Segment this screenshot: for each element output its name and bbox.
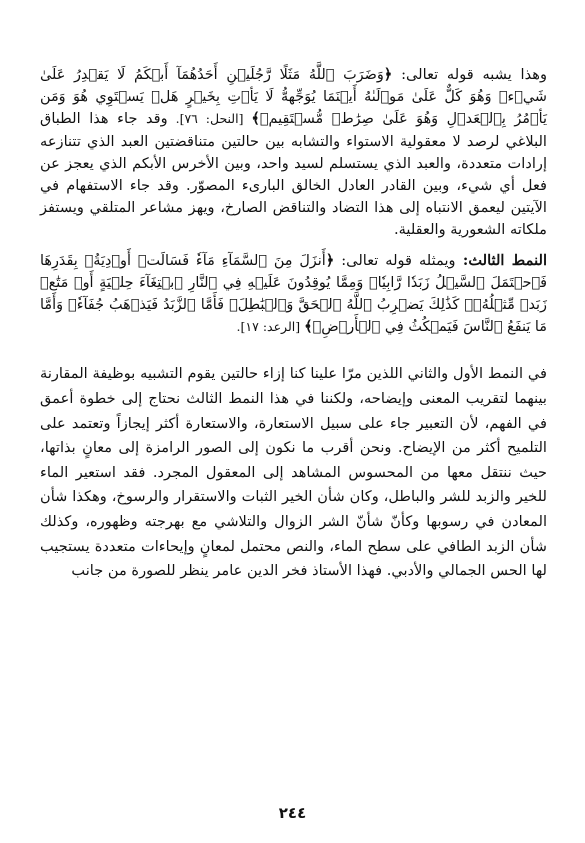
paragraph-1-text: وقد جاء هذا الطباق البلاغي لرصد لا معقولية الاستواء والتشابه بين حالتين متناقضتين العبد الذي تتنازعه إرادات متعددة، والعبد الذي يستسلم لسيد واحد، وبين الأخرس الأبكم الذي يعجز عن فعل أي شيء، وبين القادر العادل الخالق البارىء المصوّر. وقد جاء الاستفهام في الآيتين ليعمق الانتباه إلى هذا التضاد والتناقض الصارخ، ويهز مشاعر المتلقي ويستفز ملكاته الشعورية والعقلية.: [40, 110, 547, 239]
paragraph-2-intro: ويمثله قوله تعالى:: [334, 251, 456, 269]
quran-verse-nahl: وَضَرَبَ ٱللَّهُ مَثَلًا رَّجُلَيۡنِ أَحَدُهُمَآ أَبۡكَمُ لَا يَقۡدِرُ عَلَىٰ شَيۡءٖ وَهُوَ كَلٌّ عَلَىٰ مَوۡلَىٰهُ أَيۡنَمَا يُوَجِّههُّ لَا يَأۡتِ بِخَيۡرٍ هَلۡ يَسۡتَوِي هُوَ وَمَن يَأۡمُرُ بِٱلۡعَدۡلِ وَهُوَ عَلَىٰ صِرَٰطٖ مُّسۡتَقِيمٖ: [40, 67, 547, 128]
quran-bracket-close: ﴾: [304, 318, 313, 336]
verse-reference-raad: [الرعد: ١٧].: [236, 319, 305, 335]
quran-bracket-open: ﴿: [383, 66, 393, 83]
paragraph-2: [40, 250, 547, 339]
paragraph-1: [40, 64, 547, 242]
paragraph-3-text: في النمط الأول والثاني اللذين مرّا علينا كنا إزاء حالتين يقوم التشبيه بوظيفة المقارنة بينهما لتقريب المعنى وإيضاحه، ولكننا في هذا النمط الثالث نحتاج إلى خطوة أعمق في الفهم، لأن التعبير جاء على سبيل الاستعارة، والاستعارة أكثر إيجازاً وتعتمد على التلميح أكثر من الإيضاح. ونحن أقرب ما نكون إلى الصور الرامزة إلى معانٍ بذاتها، حيث ننتقل معها من المحسوس المشاهد إلى المعقول المجرد. فقد استعير الماء للخير والزبد للشر والباطل، وكان شأن الخير الثبات والاستقرار والرسوخ، وهكذا شأن المعادن في رسوبها وكأنّ شأنّ الشر الزوال والتلاشي مع بهرجته وظهوره، وكذلك شأن الزبد الطافي على سطح الماء، والنص محتمل لمعانٍ وإيحاءات متعددة يستجيب لها الحس الجمالي والأدبي. فهذا الأستاذ فخر الدين عامر ينظر للصورة من جانب: [40, 365, 547, 580]
verse-reference-nahl: [النحل: ٧٦].: [167, 111, 252, 127]
section-label-third-pattern: النمط الثالث:: [455, 251, 547, 269]
page-number: ٢٤٤: [278, 804, 307, 822]
paragraph-1-intro: وهذا يشبه قوله تعالى:: [392, 66, 548, 83]
paragraph-3: [40, 362, 547, 583]
quran-bracket-close: ﴾: [251, 110, 260, 128]
quran-verse-raad: أَنزَلَ مِنَ ٱلسَّمَآءِ مَآءٗ فَسَالَتۡ أَوۡدِيَةُۢ بِقَدَرِهَا فَٱحۡتَمَلَ ٱلسَّيۡلُ زَبَدٗا رَّابِيٗاۖ وَمِمَّا يُوقِدُونَ عَلَيۡهِ فِي ٱلنَّارِ ٱبۡتِغَآءَ حِلۡيَةٍ أَوۡ مَتَٰعٖ زَبَدٞ مِّثۡلُهُۥۚ كَذَٰلِكَ يَضۡرِبُ ٱللَّهُ ٱلۡحَقَّ وَٱلۡبَٰطِلَۚ فَأَمَّا ٱلزَّبَدُ فَيَذۡهَبُ جُفَآءٗۖ وَأَمَّا مَا يَنفَعُ ٱلنَّاسَ فَيَمۡكُثُ فِي ٱلۡأَرۡضِۚ: [40, 252, 547, 336]
quran-bracket-open: ﴿: [325, 251, 335, 269]
